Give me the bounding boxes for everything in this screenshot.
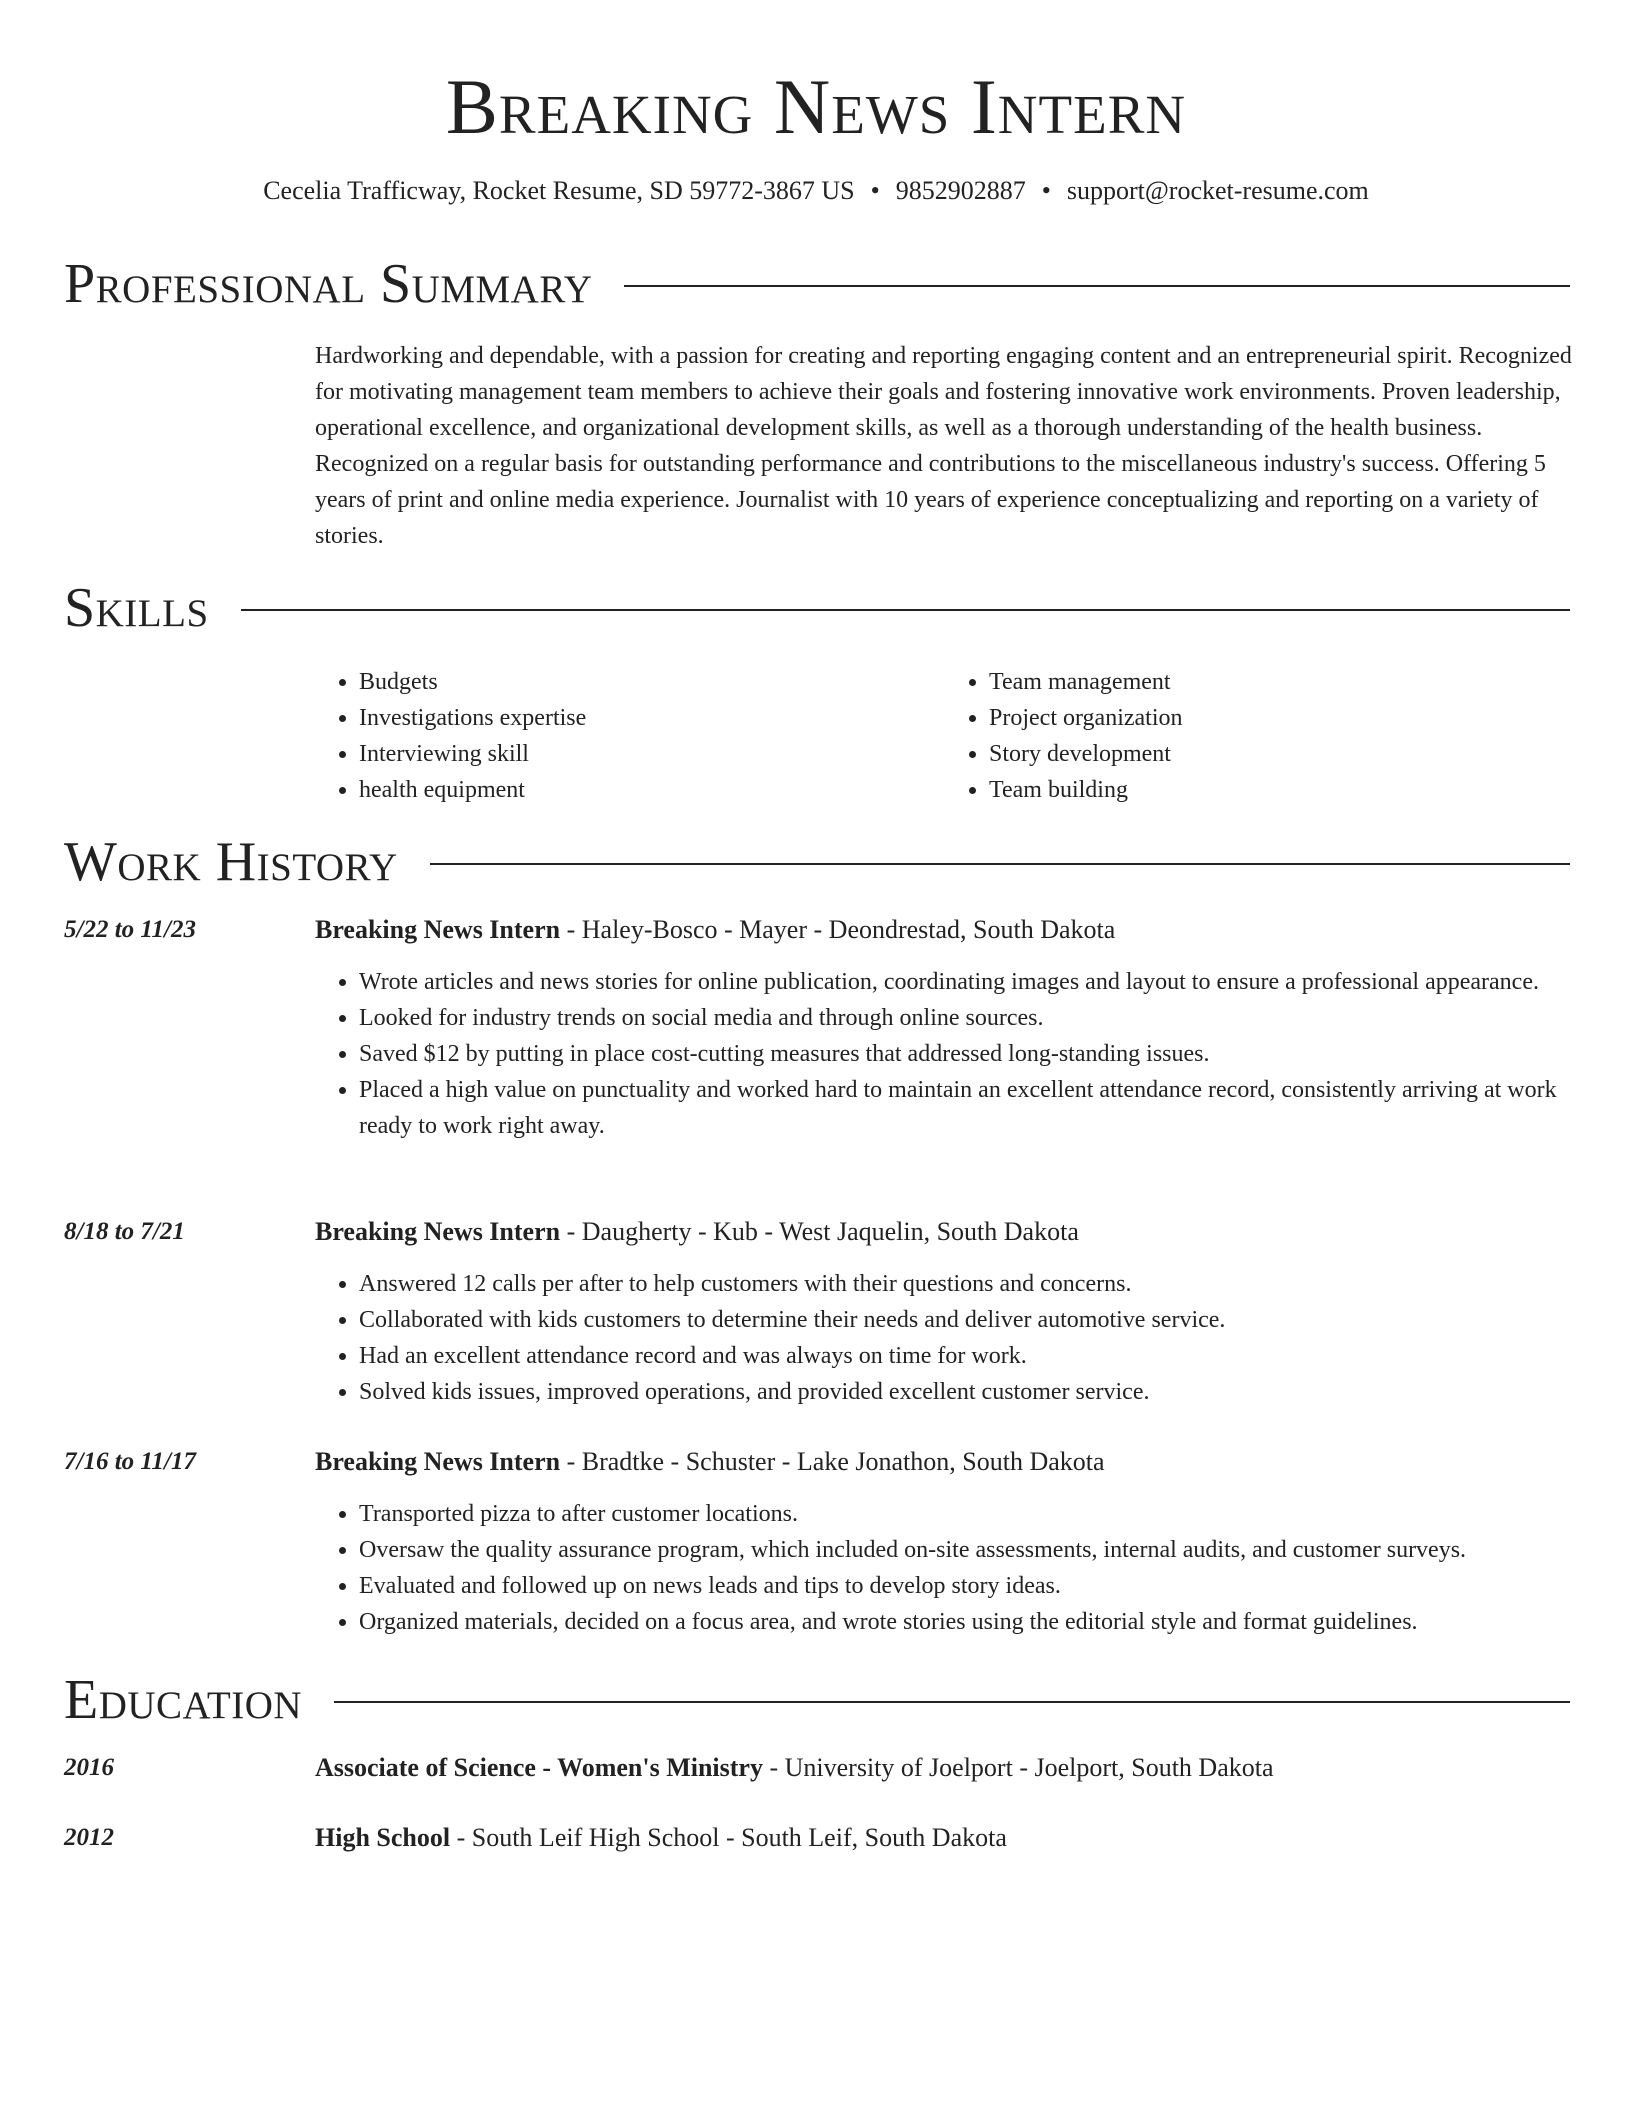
job-role: Breaking News Intern [315,1447,561,1476]
job-bullet: • Had an excellent attendance record and was always on time for work. [359,1338,1614,1374]
job-bullet: • Looked for industry trends on social media and through online sources. [359,1000,1614,1036]
skill-item: • Team management [989,664,1575,700]
contact-separator: • [870,176,880,205]
job-bullet: • Collaborated with kids customers to determine their needs and deliver automotive service. [359,1302,1614,1338]
education-entry [64,1750,1570,1786]
education-section-title: Education [64,1669,303,1731]
job-bullet: • Transported pizza to after customer locations. [359,1496,1614,1532]
education-heading [315,1820,1570,1856]
education-year: 2016 [64,1754,114,1781]
contact-address: Cecelia Trafficway, Rocket Resume, SD 59772-3867 US [263,176,855,205]
education-entry [64,1820,1570,1856]
skill-item: • Budgets [359,664,945,700]
education-heading [315,1750,1570,1786]
skill-item: • Project organization [989,700,1575,736]
skills-section-title: Skills [64,577,209,639]
job-bullet: • Placed a high value on punctuality and worked hard to maintain an excellent attendance record, consistently arriving at work ready to work right away. [359,1072,1614,1144]
job-heading [315,1444,1570,1480]
job-heading [315,1214,1570,1250]
job-details: - Bradtke - Schuster - Lake Jonathon, South Dakota [560,1447,1105,1476]
candidate-name: Breaking News Intern [445,63,1187,150]
job-bullets [315,1266,1614,1410]
skill-item: • Investigations expertise [359,700,945,736]
section-divider [430,863,1570,865]
job-details: - Daugherty - Kub - West Jaquelin, South Dakota [560,1217,1079,1246]
job-bullet: • Solved kids issues, improved operations, and provided excellent customer service. [359,1374,1614,1410]
job-bullet: • Saved $12 by putting in place cost-cutting measures that addressed long-standing issues. [359,1036,1614,1072]
job-role: Breaking News Intern [315,1217,561,1246]
skills-section-header [64,576,1570,640]
summary-section-header [64,252,1570,316]
section-divider [334,1701,1570,1703]
education-degree: Associate of Science - Women's Ministry [315,1753,763,1782]
job-bullet: • Evaluated and followed up on news leads and tips to develop story ideas. [359,1568,1614,1604]
job-role: Breaking News Intern [315,915,561,944]
section-divider [624,285,1570,287]
summary-text: Hardworking and dependable, with a passion for creating and reporting engaging content and an entrepreneurial spirit. Recognized for motivating management team members to achieve their goals and fostering innovative work environments. Proven leadership, operational excellence, and organizational development skills, as well as a thorough understanding of the health business. Recognized on a regular basis for outstanding performance and contributions to the miscellaneous industry's success. Offering 5 years of print and online media experience. Journalist with 10 years of experience conceptualizing and reporting on a variety of stories. [315,343,1572,549]
education-details: - University of Joelport - Joelport, South Dakota [762,1753,1274,1782]
job-bullet: • Oversaw the quality assurance program, which included on-site assessments, internal audits, and customer surveys. [359,1532,1614,1568]
contact-separator: • [1041,176,1051,205]
education-year: 2012 [64,1824,114,1851]
education-degree: High School [315,1823,451,1852]
job-dates: 8/18 to 7/21 [64,1218,185,1245]
skills-column-2 [945,664,1575,808]
contact-line [0,174,1632,208]
skill-item: • Team building [989,772,1575,808]
skill-item: • Interviewing skill [359,736,945,772]
job-bullet: • Organized materials, decided on a focus area, and wrote stories using the editorial style and format guidelines. [359,1604,1614,1640]
education-details: - South Leif High School - South Leif, South Dakota [450,1823,1007,1852]
skill-item: • health equipment [359,772,945,808]
education-section-header [64,1668,1570,1732]
job-details: - Haley-Bosco - Mayer - Deondrestad, South Dakota [560,915,1116,944]
skills-column-1 [315,664,945,808]
job-dates: 7/16 to 11/17 [64,1448,196,1475]
work-section-title: Work History [64,831,398,893]
skill-item: • Story development [989,736,1575,772]
job-bullets [315,964,1614,1144]
section-divider [241,609,1570,611]
job-dates: 5/22 to 11/23 [64,916,196,943]
job-bullet: • Wrote articles and news stories for online publication, coordinating images and layout to ensure a professional appearance. [359,964,1614,1000]
job-bullet: • Answered 12 calls per after to help customers with their questions and concerns. [359,1266,1614,1302]
contact-phone: 9852902887 [895,176,1026,205]
job-heading [315,912,1570,948]
skills-list [315,664,1575,808]
summary-section-title: Professional Summary [64,253,593,315]
contact-email: support@rocket-resume.com [1066,176,1369,205]
work-section-header [64,830,1570,894]
job-bullets [315,1496,1614,1640]
